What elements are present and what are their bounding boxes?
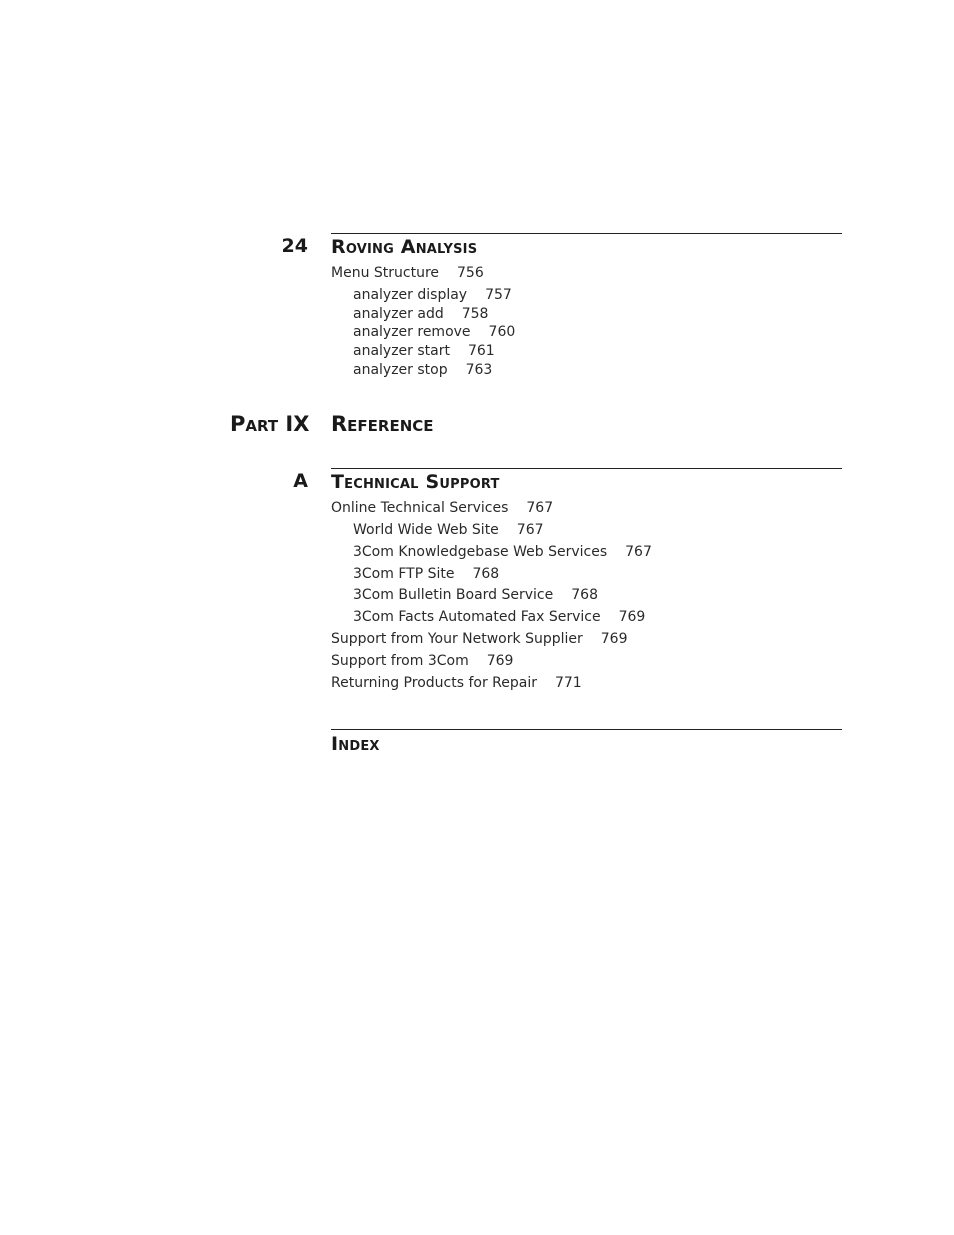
toc-entry-label: analyzer add	[353, 306, 444, 322]
toc-entry-page: 761	[467, 343, 495, 359]
toc-entry-page: 756	[457, 265, 484, 281]
toc-entry-label: World Wide Web Site	[353, 522, 499, 538]
toc-entry-page: 768	[472, 566, 500, 582]
toc-entry-page: 758	[461, 306, 489, 322]
toc-entry[interactable]	[353, 325, 515, 339]
toc-entry-label: Online Technical Services	[331, 500, 509, 516]
index-title[interactable]: Index	[331, 733, 380, 755]
toc-entry-label: analyzer start	[353, 343, 450, 359]
toc-entry[interactable]	[353, 363, 492, 377]
toc-entry-label: 3Com Knowledgebase Web Services	[353, 544, 608, 560]
toc-entry[interactable]	[353, 344, 495, 358]
chapter-24-title: Roving Analysis	[331, 236, 478, 258]
toc-entry[interactable]	[331, 676, 582, 690]
chapter-24-rule	[331, 233, 842, 234]
toc-entry-label: 3Com Bulletin Board Service	[353, 587, 554, 603]
toc-entry-page: 757	[485, 287, 512, 303]
toc-entry-page: 769	[618, 609, 646, 625]
toc-entry[interactable]	[331, 266, 484, 280]
part-label: Part IX	[230, 412, 310, 436]
toc-entry-page: 769	[600, 631, 628, 647]
toc-entry-page: 767	[625, 544, 652, 560]
index-rule	[331, 729, 842, 730]
chapter-24-number: 24	[281, 235, 308, 257]
toc-entry-page: 767	[526, 500, 554, 516]
part-title: Reference	[331, 412, 434, 436]
toc-entry-page: 763	[465, 362, 493, 378]
toc-entry-label: 3Com Facts Automated Fax Service	[353, 609, 601, 625]
appendix-a-letter: A	[293, 470, 308, 492]
toc-entry-label: analyzer remove	[353, 324, 471, 340]
toc-entry[interactable]	[331, 654, 513, 668]
toc-entry-label: Returning Products for Repair	[331, 675, 537, 691]
toc-entry-label: analyzer display	[353, 287, 468, 303]
toc-entry[interactable]	[353, 588, 598, 602]
toc-entry[interactable]	[331, 501, 553, 515]
toc-entry-label: 3Com FTP Site	[353, 566, 455, 582]
toc-entry-page: 769	[486, 653, 514, 669]
toc-entry[interactable]	[353, 523, 544, 537]
toc-entry-page: 767	[516, 522, 544, 538]
toc-entry-page: 768	[571, 587, 598, 603]
toc-entry[interactable]	[353, 545, 652, 559]
toc-entry[interactable]	[353, 288, 512, 302]
appendix-a-title: Technical Support	[331, 471, 500, 493]
toc-entry-label: Menu Structure	[331, 265, 440, 281]
toc-entry-page: 771	[554, 675, 582, 691]
toc-entry[interactable]	[353, 610, 645, 624]
appendix-a-rule	[331, 468, 842, 469]
toc-entry-label: analyzer stop	[353, 362, 448, 378]
toc-entry[interactable]	[331, 632, 627, 646]
toc-entry-page: 760	[488, 324, 516, 340]
toc-entry[interactable]	[353, 567, 499, 581]
toc-entry[interactable]	[353, 307, 488, 321]
toc-entry-label: Support from 3Com	[331, 653, 469, 669]
toc-entry-label: Support from Your Network Supplier	[331, 631, 583, 647]
